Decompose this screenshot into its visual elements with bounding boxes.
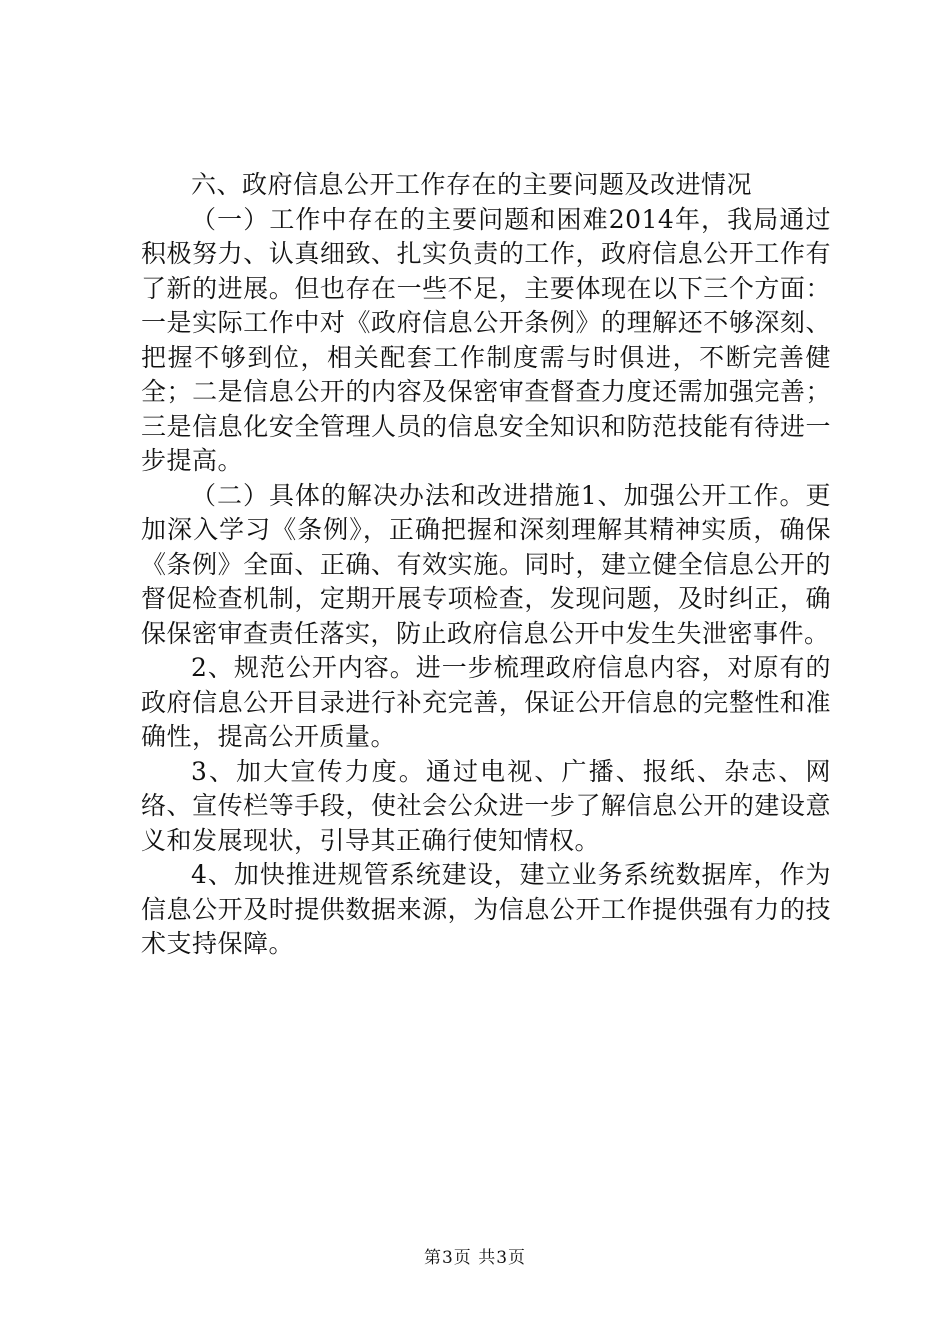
paragraph-solutions: （二）具体的解决办法和改进措施1、加强公开工作。更加深入学习《条例》，正确把握和深刻理解其精神实质，确保《条例》全面、正确、有效实施。同时，建立健全信息公开的督促检查机制，定期开展专项检查，发现问题，及时纠正，确保保密审查责任落实，防止政府信息公开中发生失泄密事件。 (141, 480, 831, 648)
section-heading: 六、政府信息公开工作存在的主要问题及改进情况 (191, 170, 753, 199)
paragraph-standardize-content: 2、规范公开内容。进一步梳理政府信息内容，对原有的政府信息公开目录进行补充完善，保证公开信息的完整性和准确性，提高公开质量。 (141, 653, 831, 751)
paragraph-main-problems: （一）工作中存在的主要问题和困难2014年，我局通过积极努力、认真细致、扎实负责的工作，政府信息公开工作有了新的进展。但也存在一些不足，主要体现在以下三个方面：一是实际工作中对《政府信息公开条例》的理解还不够深刻、把握不够到位，相关配套工作制度需与时俱进，不断完善健全；二是信息公开的内容及保密审查督查力度还需加强完善；三是信息化安全管理人员的信息安全知识和防范技能有待进一步提高。 (141, 204, 831, 475)
paragraph-publicity: 3、加大宣传力度。通过电视、广播、报纸、杂志、网络、宣传栏等手段，使社会公众进一步了解信息公开的建设意义和发展现状，引导其正确行使知情权。 (141, 756, 831, 855)
page-footer: 第3页 共3页 (423, 1248, 527, 1268)
document-body (141, 168, 831, 962)
paragraph-system-construction: 4、加快推进规管系统建设，建立业务系统数据库，作为信息公开及时提供数据来源，为信息公开工作提供强有力的技术支持保障。 (141, 860, 831, 958)
